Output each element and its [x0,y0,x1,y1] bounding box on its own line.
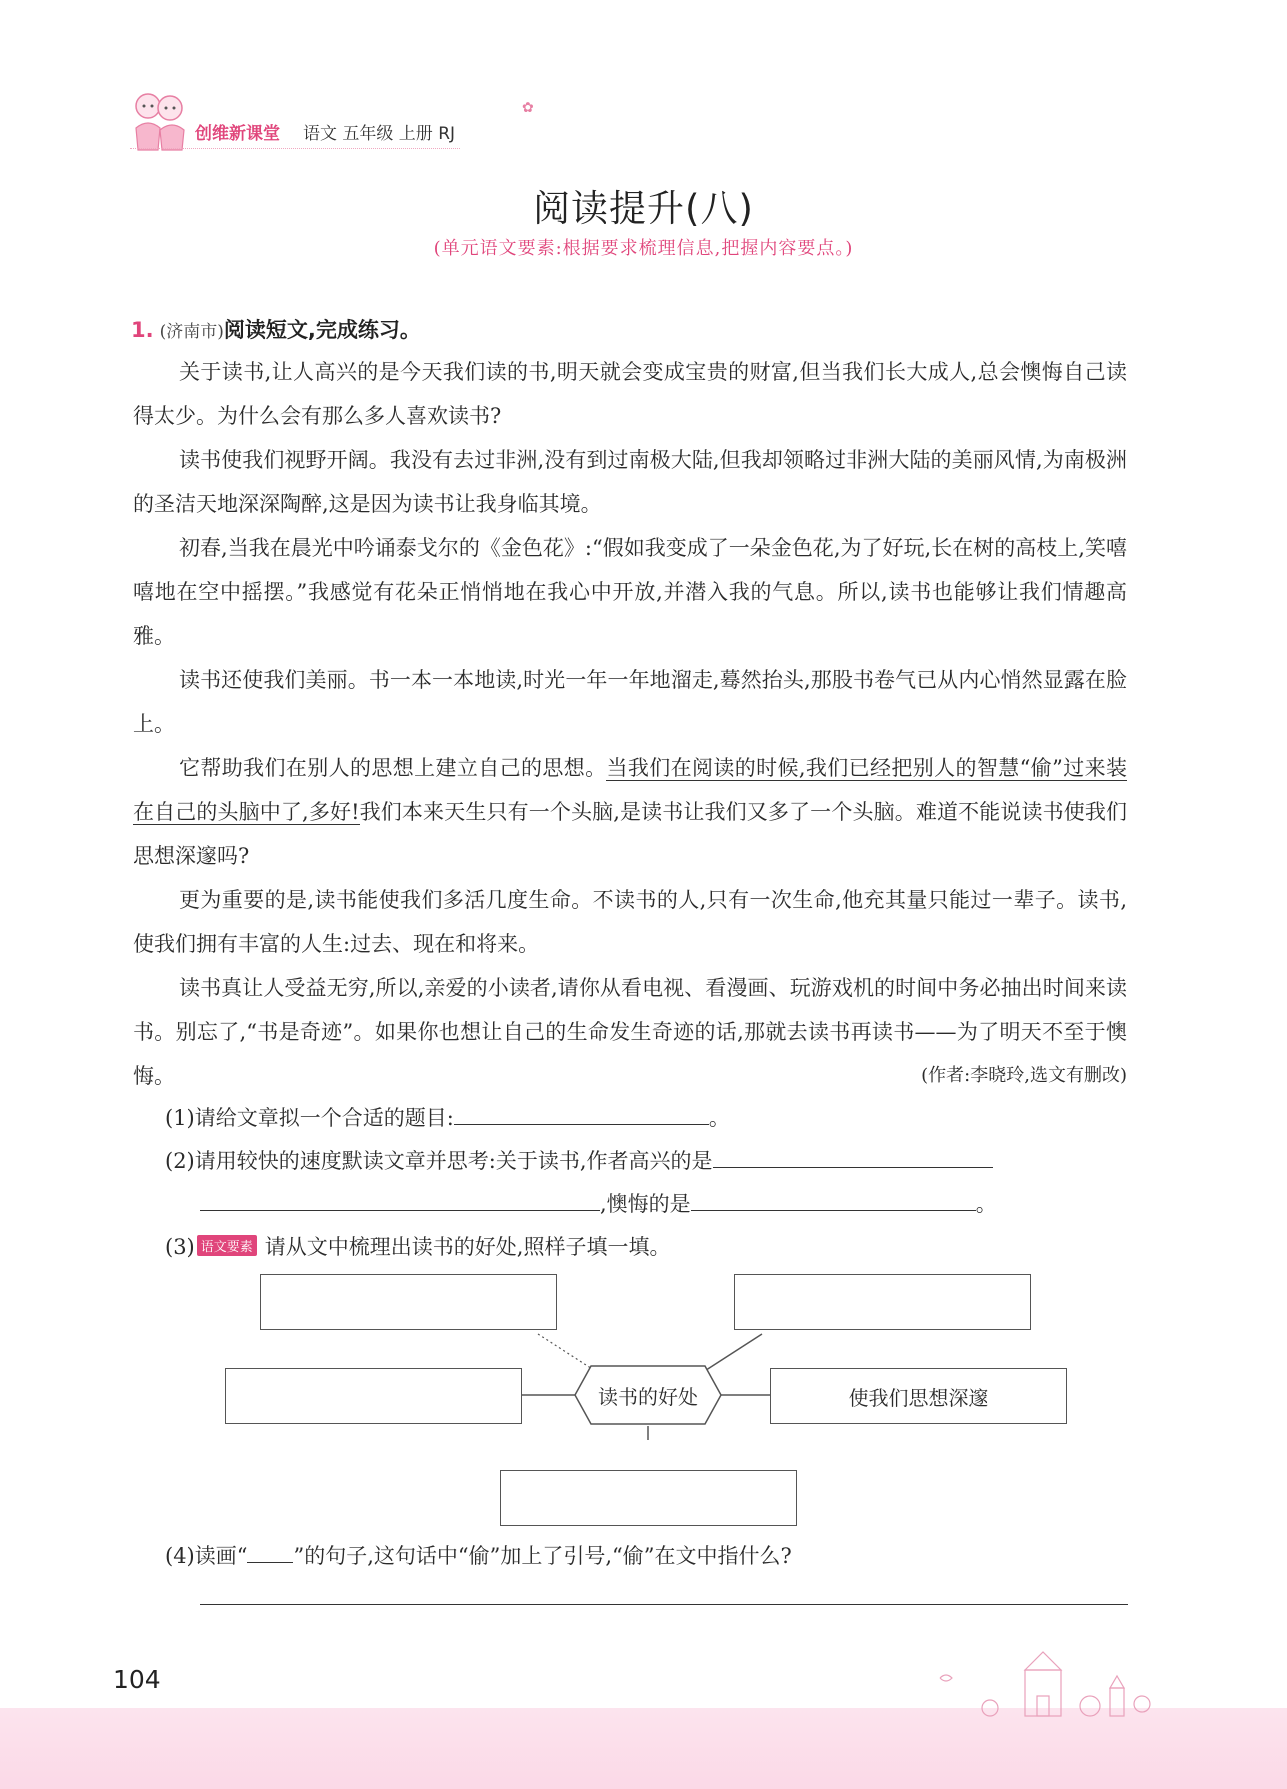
benefit-box-left[interactable] [225,1368,522,1424]
author-credit: (作者:李晓玲,选文有删改) [921,1065,1127,1086]
sub-question-4-pre: (4)读画“ [165,1544,248,1568]
sub-question-2-line-2 [200,1186,997,1218]
question-source: (济南市) [159,322,224,342]
benefit-box-top-left[interactable] [260,1274,557,1330]
paragraph-1: 关于读书,让人高兴的是今天我们读的书,明天就会变成宝贵的财富,但当我们长大成人,总会懊悔自己读得太少。为什么会有那么多人喜欢读书? [133,360,1127,428]
footer-band [0,1708,1287,1789]
header-divider [130,148,460,149]
sub-question-3 [165,1231,670,1261]
reading-passage [133,350,1127,1098]
language-element-tag: 语文要素 [197,1235,257,1256]
sub-question-2 [165,1143,1130,1175]
sub-question-1-text: (1)请给文章拟一个合适的题目: [165,1106,454,1130]
sub-question-2-mid: ,懊悔的是 [600,1192,691,1216]
sub-question-1 [165,1100,730,1132]
happy-answer-blank-1[interactable] [713,1143,993,1168]
example-benefit-text: 使我们思想深邃 [848,1385,989,1410]
sub-question-4-post: ”的句子,这句话中“偷”加上了引号,“偷”在文中指什么? [293,1544,792,1568]
paragraph-7-text: 读书真让人受益无穷,所以,亲爱的小读者,请你从看电视、看漫画、玩游戏机的时间中务必抽出时间来读书。别忘了,“书是奇迹”。如果你也想让自己的生命发生奇迹的话,那就去读书再读书——为了明天不至于懊悔。 [133,976,1127,1088]
center-label: 读书的好处 [598,1384,698,1409]
sub-question-4 [165,1538,792,1570]
benefit-box-example [770,1368,1067,1424]
paragraph-6: 更为重要的是,读书能使我们多活几度生命。不读书的人,只有一次生命,他充其量只能过一辈子。读书,使我们拥有丰富的人生:过去、现在和将来。 [133,888,1127,956]
sub-question-2-text: (2)请用较快的速度默读文章并思考:关于读书,作者高兴的是 [165,1149,713,1173]
page-subtitle: (单元语文要素:根据要求梳理信息,把握内容要点。) [433,238,854,259]
paragraph-5 [133,746,1127,878]
butterfly-icon: ✿ [522,100,534,116]
paragraph-4: 读书还使我们美丽。书一本一本地读,时光一年一年地溜走,蓦然抬头,那股书卷气已从内心悄然显露在脸上。 [133,668,1127,736]
castle-decoration [930,1648,1160,1718]
title-answer-blank[interactable] [454,1100,709,1125]
sub-question-1-end: 。 [708,1106,730,1130]
sub-question-2-end: 。 [975,1192,997,1216]
book-info: 语文 五年级 上册 RJ [303,124,456,144]
q4-answer-line[interactable] [200,1604,1128,1605]
benefit-box-bottom[interactable] [500,1470,797,1526]
regret-answer-blank[interactable] [691,1186,976,1211]
paragraph-7 [133,966,1127,1098]
page-title: 阅读提升(八) [533,187,754,230]
question-number: 1. [131,318,154,342]
underlined-sentence: 当我们在阅读的时候,我们已经把别人的智慧“偷”过来装在自己的头脑中了,多好! [133,756,1127,824]
happy-answer-blank-2[interactable] [200,1186,600,1211]
sub-question-3-label: (3) [165,1235,195,1259]
question-header [131,314,421,344]
paragraph-5-start: 它帮助我们在别人的思想上建立自己的思想。 [179,756,607,780]
benefit-box-top-right[interactable] [734,1274,1031,1330]
sub-question-3-text: 请从文中梳理出读书的好处,照样子填一填。 [264,1235,671,1259]
paragraph-2: 读书使我们视野开阔。我没有去过非洲,没有到过南极大陆,但我却领略过非洲大陆的美丽风情,为南极洲的圣洁天地深深陶醉,这是因为读书让我身临其境。 [133,448,1127,516]
question-title: 阅读短文,完成练习。 [223,318,421,342]
paragraph-3: 初春,当我在晨光中吟诵泰戈尔的《金色花》:“假如我变成了一朵金色花,为了好玩,长在树的高枝上,笑嘻嘻地在空中摇摆。”我感觉有花朵正悄悄地在我心中开放,并潜入我的气息。所以,读书也能够让我们情趣高雅。 [133,536,1127,648]
brand-name: 创维新课堂 [195,124,280,144]
underline-sample [247,1538,293,1563]
mascot-illustration [128,88,190,154]
page-number: 104 [113,1665,161,1694]
paragraph-5-end: 我们本来天生只有一个头脑,是读书让我们又多了一个头脑。难道不能说读书使我们思想深邃吗? [133,800,1127,868]
